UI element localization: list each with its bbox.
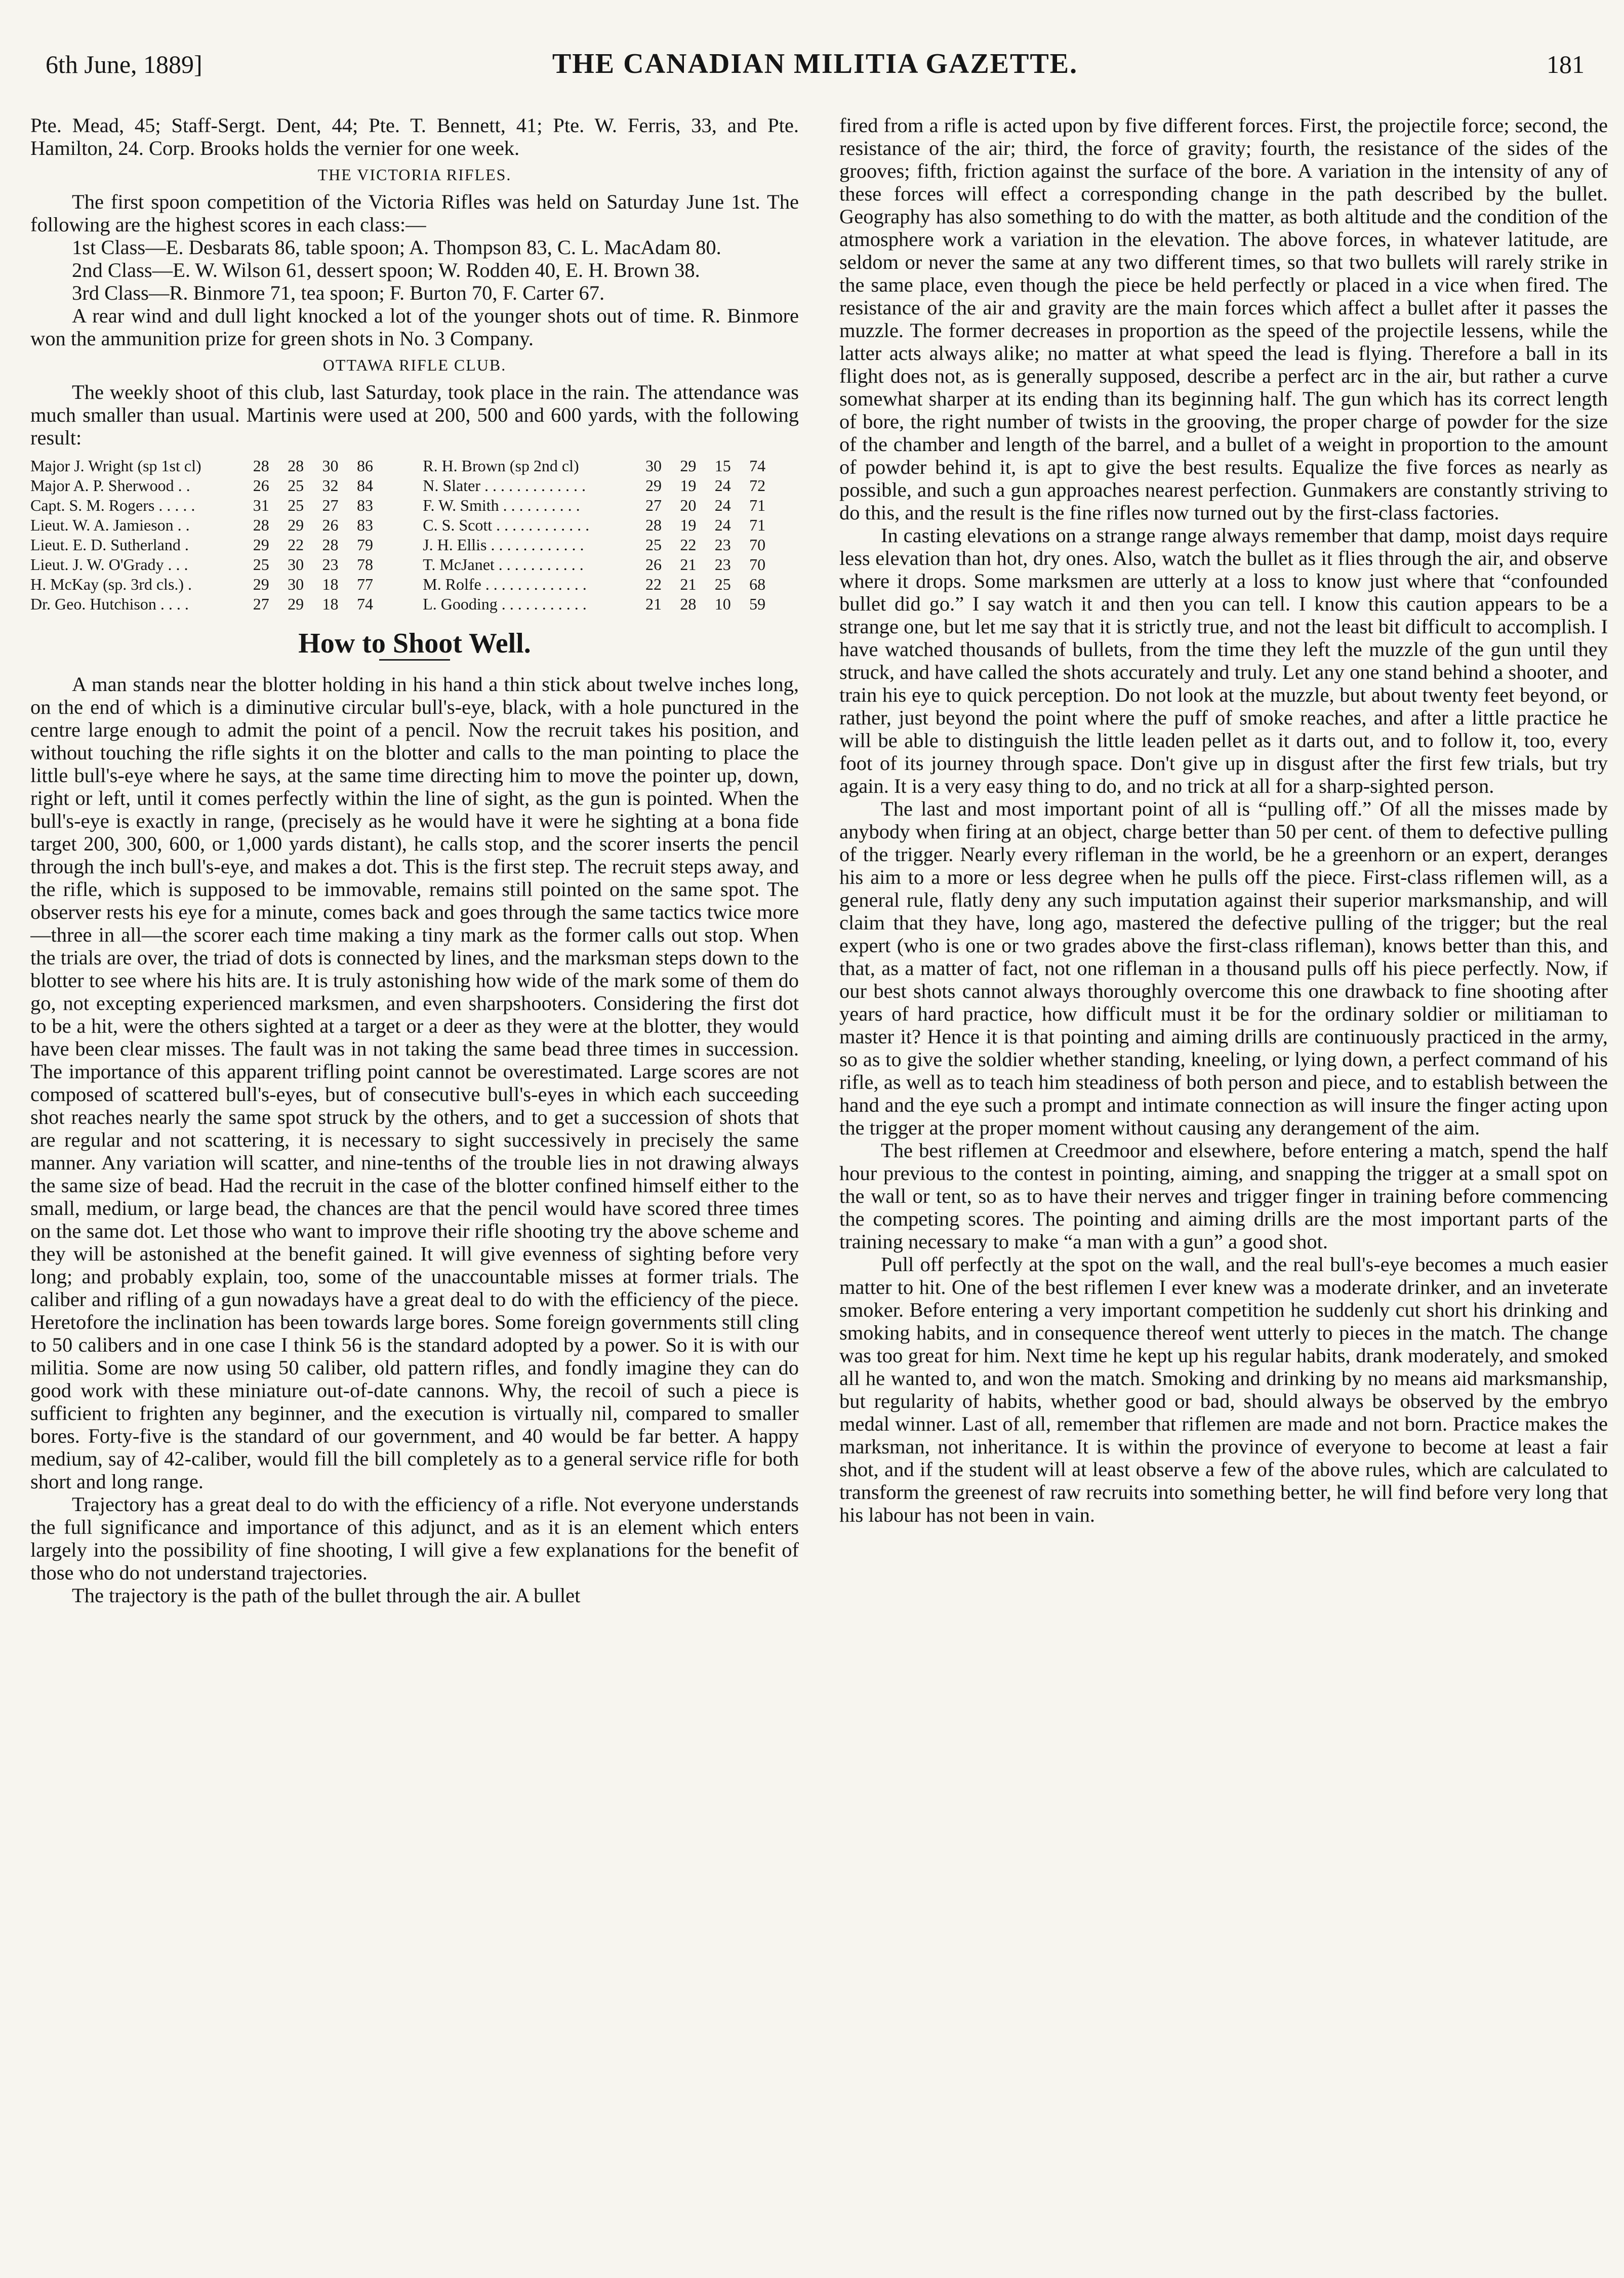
total-score: 59	[749, 595, 766, 613]
range-score: 28	[322, 536, 339, 554]
range-score: 27	[322, 496, 339, 514]
right-column	[839, 114, 1608, 2255]
shooter-name: M. Rolfe . . . . . . . . . . . . .	[423, 575, 587, 593]
total-score: 74	[356, 595, 373, 613]
total-score: 77	[356, 575, 373, 593]
total-score: 71	[749, 496, 766, 514]
paragraph: A rear wind and dull light knocked a lot of the younger shots out of time. R. Binmore won the ammunition prize for green shots in No. 3 Company.	[30, 304, 799, 350]
range-score: 20	[680, 496, 697, 514]
range-score: 29	[253, 575, 269, 593]
score-row	[30, 535, 799, 555]
column-gap	[407, 476, 423, 496]
range-score: 29	[253, 536, 269, 554]
shooter-name: C. S. Scott . . . . . . . . . . . .	[423, 516, 590, 534]
shooter-name: Lieut. E. D. Sutherland .	[30, 536, 189, 554]
range-score: 24	[714, 496, 731, 514]
total-score: 68	[749, 575, 766, 593]
page-header	[46, 45, 1585, 85]
shooter-name: H. McKay (sp. 3rd cls.) .	[30, 575, 192, 593]
score-row	[30, 456, 799, 476]
paragraph: The first spoon competition of the Victoria Rifles was held on Saturday June 1st. The following are the highest scores in each class:—	[30, 190, 799, 236]
shooter-name: Capt. S. M. Rogers . . . . .	[30, 496, 195, 514]
shooter-name: Major J. Wright (sp 1st cl)	[30, 457, 201, 475]
range-score: 10	[714, 595, 731, 613]
intro-paragraph: Pte. Mead, 45; Staff-Sergt. Dent, 44; Pte. T. Bennett, 41; Pte. W. Ferris, 33, and Pte. Hamilton, 24. Corp. Brooks holds the vernier for one week.	[30, 114, 799, 159]
range-score: 21	[645, 595, 662, 613]
score-row	[30, 496, 799, 515]
article-paragraph: In casting elevations on a strange range always remember that damp, moist days require less elevation than hot, dry ones. Also, watch the bullet as it flies through the air, and observe where it drops. Some marksmen are utterly at a loss to know just where that “confounded bullet did go.” I say watch it and then you can tell. I know this caution appears to be a strange one, but let me say that it is strictly true, and not the least bit difficult to accomplish. I have watched thousands of bullets, from the time they left the muzzle of the gun until they struck, and have called the shots accurately and truly. Let any one stand behind a shooter, and train his eye to quick perception. Do not look at the muzzle, but about twenty feet beyond, or rather, just beyond the point where the puff of smoke reaches, and after a little practice he will be able to distinguish the little leaden pellet as it darts out, and to follow it, too, every foot of its journey through space. Don't give up in disgust after the first few trials, but try again. It is a very easy thing to do, and no trick at all for a sharp-sighted person.	[839, 524, 1608, 797]
page-number: 181	[1547, 50, 1585, 78]
total-score: 83	[356, 496, 373, 514]
shooter-name: Dr. Geo. Hutchison . . . .	[30, 595, 189, 613]
range-score: 23	[714, 555, 731, 574]
total-score: 74	[749, 457, 766, 475]
range-score: 28	[288, 457, 304, 475]
range-score: 28	[253, 516, 269, 534]
range-score: 32	[322, 476, 339, 495]
shooter-name: L. Gooding . . . . . . . . . . .	[423, 595, 587, 613]
total-score: 71	[749, 516, 766, 534]
shooter-name: N. Slater . . . . . . . . . . . . .	[423, 476, 586, 495]
range-score: 25	[288, 496, 304, 514]
shooter-name: F. W. Smith . . . . . . . . . .	[423, 496, 580, 514]
paragraph: 1st Class—E. Desbarats 86, table spoon; A. Thompson 83, C. L. MacAdam 80.	[72, 236, 721, 259]
range-score: 24	[714, 476, 731, 495]
total-score: 79	[356, 536, 373, 554]
range-score: 19	[680, 476, 697, 495]
range-score: 27	[253, 595, 269, 613]
range-score: 25	[253, 555, 269, 574]
range-score: 23	[714, 536, 731, 554]
total-score: 72	[749, 476, 766, 495]
total-score: 86	[356, 457, 373, 475]
range-score: 18	[322, 595, 339, 613]
range-score: 27	[645, 496, 662, 514]
range-score: 29	[288, 516, 304, 534]
range-score: 25	[645, 536, 662, 554]
score-table	[30, 456, 799, 614]
article-paragraph: fired from a rifle is acted upon by five different forces. First, the projectile force; second, the resistance of the air; third, the force of gravity; fourth, the resistance of the sides of the grooves; fifth, friction against the surface of the bore. A variation in the intensity of any of these forces will effect a corresponding change in the path described by the bullet. Geography has also something to do with the matter, as both altitude and the condition of the atmosphere work a variation in the elevation. The above forces, in whatever latitude, are seldom or never the same at any two different times, so that two bullets will rarely strike in the same place, even though the piece be held perfectly or placed in a vice when fired. The resistance of the air and gravity are the main forces which affect a bullet after it passes the muzzle. The former decreases in proportion as the speed of the projectile lessens, while the latter acts always alike; no matter at what speed the lead is flying. Therefore a ball in its flight does not, as is generally supposed, describe a perfect arc in the air, but rather a curve somewhat sharper at its ending than its beginning half. The gun which has its correct length of bore, the right number of twists in the grooving, the proper charge of powder for the size of the chamber and length of the barrel, and a bullet of a weight in proportion to the amount of powder behind it, is apt to give the best results. Equalize the five forces as nearly as possible, and such a gun approaches nearest perfection. Gunmakers are constantly striving to do this, and the result is the fine rifles now turned out by the first-class factories.	[839, 114, 1608, 524]
shooter-name: Lieut. W. A. Jamieson . .	[30, 516, 190, 534]
range-score: 25	[288, 476, 304, 495]
range-score: 15	[714, 457, 731, 475]
section-heading-ottawa-rifle-club: OTTAWA RIFLE CLUB.	[322, 356, 507, 374]
range-score: 30	[645, 457, 662, 475]
column-gap	[407, 456, 423, 476]
range-score: 22	[645, 575, 662, 593]
range-score: 28	[680, 595, 697, 613]
article-title: How to Shoot Well.	[298, 628, 531, 659]
article-paragraph: Trajectory has a great deal to do with the efficiency of a rifle. Not everyone understands the full significance and importance of this adjunct, and as it is an element which enters largely into the possibility of fine shooting, I will give a few explanations for the benefit of those who do not understand trajectories.	[30, 1493, 799, 1584]
range-score: 19	[680, 516, 697, 534]
title-rule	[379, 659, 450, 661]
range-score: 21	[680, 555, 697, 574]
total-score: 84	[356, 476, 373, 495]
column-gap	[407, 575, 423, 594]
range-score: 29	[288, 595, 304, 613]
total-score: 70	[749, 536, 766, 554]
shooter-name: R. H. Brown (sp 2nd cl)	[423, 457, 579, 475]
range-score: 25	[714, 575, 731, 593]
total-score: 70	[749, 555, 766, 574]
column-gap	[407, 496, 423, 515]
paragraph: 2nd Class—E. W. Wilson 61, dessert spoon; W. Rodden 40, E. H. Brown 38.	[72, 259, 700, 281]
score-row	[30, 575, 799, 594]
paragraph: 3rd Class—R. Binmore 71, tea spoon; F. Burton 70, F. Carter 67.	[72, 281, 605, 304]
shooter-name: T. McJanet . . . . . . . . . . .	[423, 555, 584, 574]
range-score: 21	[680, 575, 697, 593]
shooter-name: Major A. P. Sherwood . .	[30, 476, 190, 495]
range-score: 18	[322, 575, 339, 593]
range-score: 30	[288, 575, 304, 593]
article-paragraph: The best riflemen at Creedmoor and elsewhere, before entering a match, spend the half hour previous to the contest in pointing, aiming, and snapping the trigger at a small spot on the wall or tent, so as to have their nerves and trigger finger in training before commencing the competing scores. The pointing and aiming drills are the most important parts of the training necessary to make “a man with a gun” a good shot.	[839, 1139, 1608, 1253]
shooter-name: J. H. Ellis . . . . . . . . . . . .	[423, 536, 584, 554]
column-gap	[407, 594, 423, 614]
range-score: 22	[680, 536, 697, 554]
range-score: 23	[322, 555, 339, 574]
range-score: 31	[253, 496, 269, 514]
range-score: 26	[322, 516, 339, 534]
range-score: 26	[253, 476, 269, 495]
total-score: 83	[356, 516, 373, 534]
range-score: 29	[645, 476, 662, 495]
score-row	[30, 594, 799, 614]
range-score: 28	[253, 457, 269, 475]
shooter-name: Lieut. J. W. O'Grady . . .	[30, 555, 188, 574]
range-score: 30	[322, 457, 339, 475]
article-paragraph: The last and most important point of all is “pulling off.” Of all the misses made by anybody when firing at an object, charge better than 50 per cent. of them to defective pulling of the trigger. Nearly every rifleman in the world, be he a greenhorn or an expert, deranges his aim to a more or less degree when he pulls off the piece. First-class riflemen will, as a general rule, flatly deny any such imputation against their superior marksmanship, and will claim that they have, long ago, mastered the defective pulling of the trigger; but the real expert (who is one or two grades above the first-class rifleman), knows better than this, and that, as a matter of fact, not one rifleman in a thousand pulls off his piece perfectly. Now, if our best shots cannot always thoroughly overcome this one drawback to fine shooting after years of hard practice, how difficult must it be for the ordinary soldier or militiaman to master it? Hence it is that pointing and aiming drills are continuously practiced in the army, so as to give the soldier whether standing, kneeling, or lying down, a perfect command of his rifle, as well as to teach him steadiness of both person and piece, and to establish between the hand and the eye such a prompt and intimate connection as will insure the finger acting upon the trigger at the proper moment without causing any derangement of the aim.	[839, 797, 1608, 1139]
column-gap	[407, 555, 423, 575]
column-gap	[407, 535, 423, 555]
score-row	[30, 515, 799, 535]
left-column	[30, 114, 799, 2255]
score-row	[30, 476, 799, 496]
article-paragraph: The trajectory is the path of the bullet through the air. A bullet	[72, 1584, 581, 1607]
column-gap	[407, 515, 423, 535]
score-row	[30, 555, 799, 575]
article-paragraph: Pull off perfectly at the spot on the wall, and the real bull's-eye becomes a much easier matter to hit. One of the best riflemen I ever knew was a moderate drinker, and an inveterate smoker. Before entering a very important competition he suddenly cut short his drinking and smoking habits, and in consequence thereof went utterly to pieces in the match. The change was too great for him. Next time he kept up his regular habits, drank moderately, and smoked all he wanted to, and won the match. Smoking and drinking by no means aid marksmanship, but regularity of habits, whether good or bad, should always be observed by the embryo medal winner. Last of all, remember that riflemen are made and not born. Practice makes the marksman, not inheritance. It is within the province of everyone to become at least a fair shot, and if the student will at least observe a few of the above rules, which are calculated to transform the greenest of raw recruits into something better, he will find before very long that his labour has not been in vain.	[839, 1253, 1608, 1526]
paragraph: The weekly shoot of this club, last Saturday, took place in the rain. The attendance was much smaller than usual. Martinis were used at 200, 500 and 600 yards, with the following result:	[30, 381, 799, 449]
issue-date: 6th June, 1889]	[46, 50, 202, 78]
range-score: 29	[680, 457, 697, 475]
range-score: 24	[714, 516, 731, 534]
article-paragraph: A man stands near the blotter holding in his hand a thin stick about twelve inches long, on the end of which is a diminutive circular bull's-eye, black, with a hole punctured in the centre large enough to admit the point of a pencil. Now the recruit takes his position, and without touching the rifle sights it on the blotter and calls to the man pointing to place the little bull's-eye where he says, at the same time directing him to move the pointer up, down, right or left, until it comes perfectly within the line of sight, as the gun is pointed. When the bull's-eye is exactly in range, (precisely as he would have it were he sighting at a bona fide target 200, 300, 600, or 1,000 yards distant), he calls stop, and the scorer inserts the pencil through the inch bull's-eye, and makes a dot. This is the first step. The recruit steps away, and the rifle, which is supposed to be immovable, remains still pointed on the same spot. The observer rests his eye for a minute, comes back and goes through the same tactics twice more—three in all—the scorer each time making a tiny mark as the former calls out stop. When the trials are over, the triad of dots is connected by lines, and the marksman steps down to the blotter to see where his hits are. It is truly astonishing how wide of the mark some of them do go, not excepting experienced marksmen, and even sharpshooters. Considering the first dot to be a hit, were the others sighted at a target or a deer as they were at the blotter, they would have been clear misses. The fault was in not taking the same bead three times in succession. The importance of this apparent trifling point cannot be overestimated. Large scores are not composed of scattered bull's-eyes, but of consecutive bull's-eyes in which each succeeding shot reaches nearly the same spot struck by the others, and to get a succession of shots that are regular and not scattering, it is necessary to sight successively in precisely the same manner. Any variation will scatter, and nine-tenths of the trouble lies in not drawing always the same size of bead. Had the recruit in the case of the blotter confined himself either to the small, medium, or large bead, the chances are that the pencil would have scored three times on the same dot. Let those who want to improve their rifle shooting try the above scheme and they will be astonished at the benefit gained. It will give evenness of sighting before very long; and probably explain, too, some of the unaccountable misses at former trials. The caliber and rifling of a gun nowadays have a great deal to do with the efficiency of the piece. Heretofore the inclination has been towards large bores. Some foreign governments still cling to 50 calibers and in one case I think 56 is the standard adopted by a power. So it is with our militia. Some are now using 50 caliber, old pattern rifles, and fondly imagine they can do good work with these miniature out-of-date cannons. Why, the recoil of such a piece is sufficient to frighten any beginner, and the execution is virtually nil, compared to smaller bores. Forty-five is the standard of our government, and 40 would be far better. A happy medium, say of 42-caliber, would fill the bill completely as to a general service rifle for both short and long range.	[30, 673, 799, 1493]
range-score: 22	[288, 536, 304, 554]
range-score: 26	[645, 555, 662, 574]
publication-title: THE CANADIAN MILITIA GAZETTE.	[552, 48, 1078, 79]
section-heading-victoria-rifles: THE VICTORIA RIFLES.	[317, 166, 512, 184]
total-score: 78	[356, 555, 373, 574]
range-score: 28	[645, 516, 662, 534]
range-score: 30	[288, 555, 304, 574]
